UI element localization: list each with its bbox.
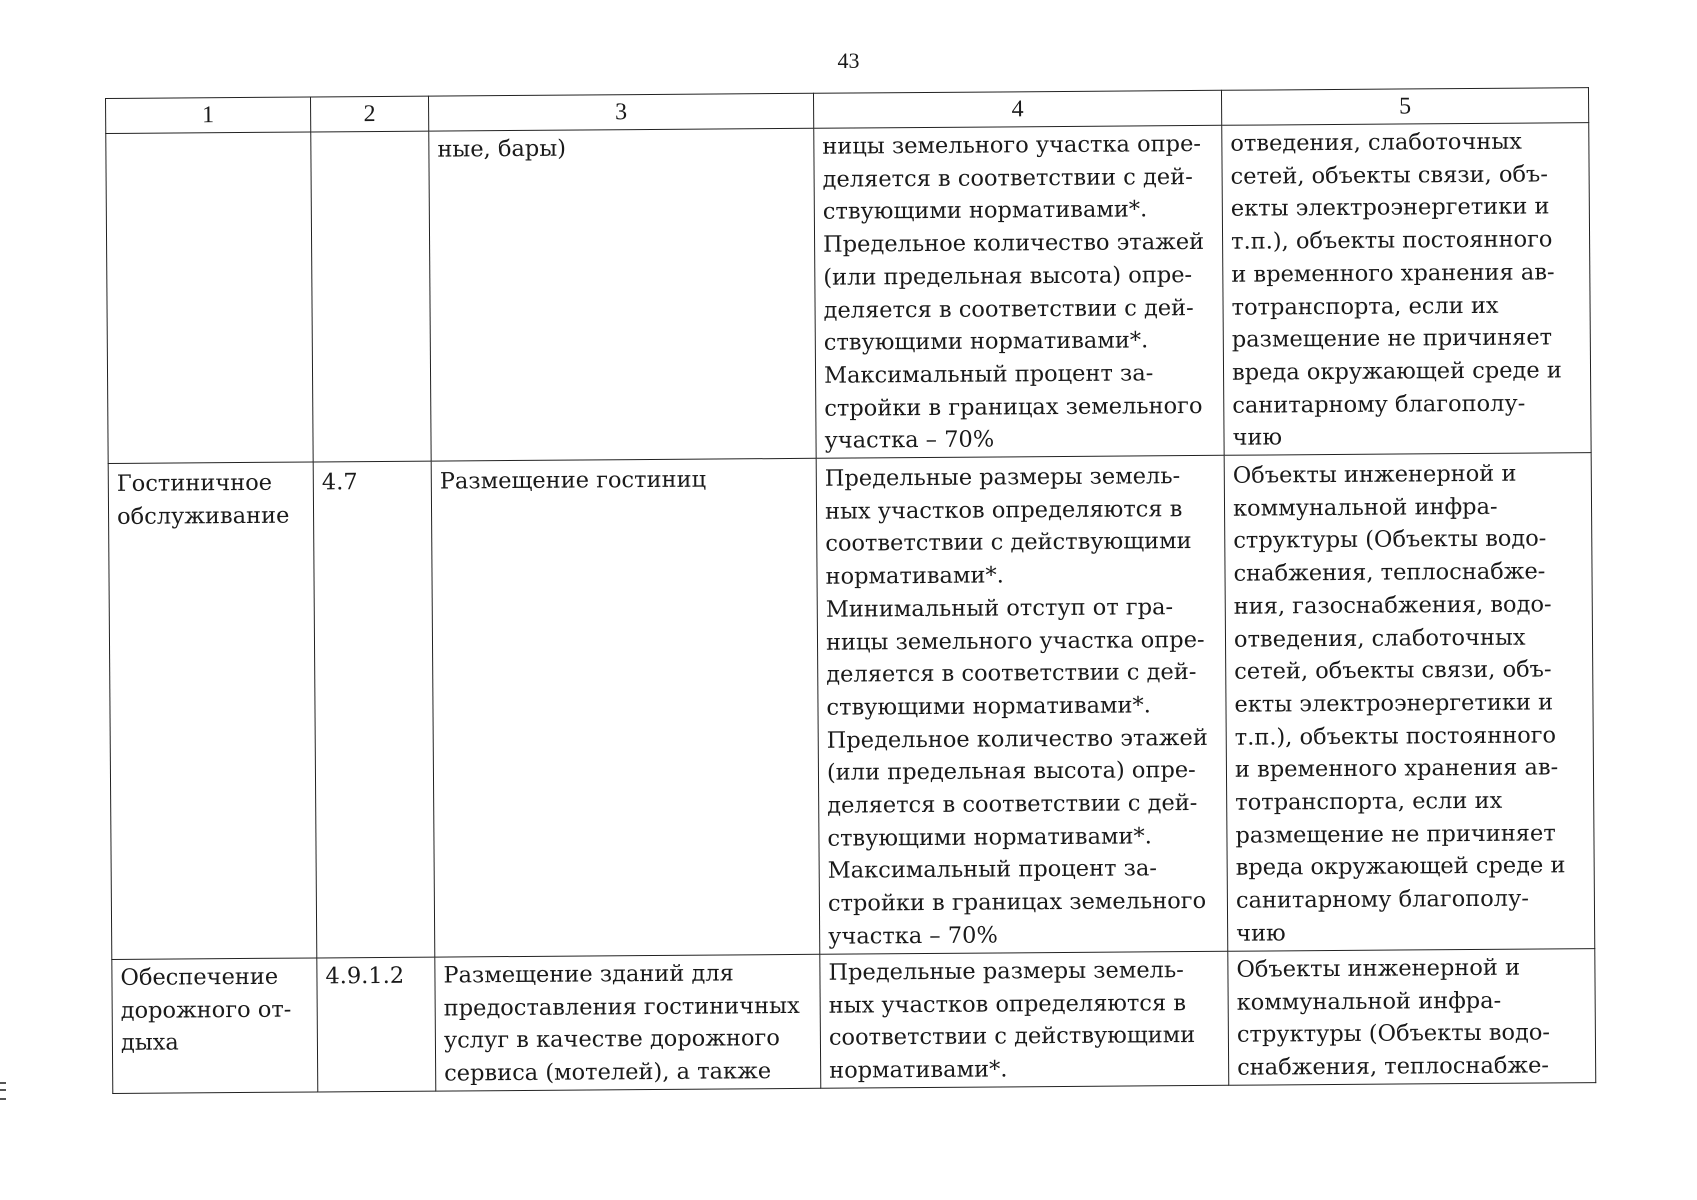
cell-use-description: ные, бары) [429, 128, 816, 461]
cell-use-description: Размещение зданий для предоставления гостиничных услуг в качестве дорожного сервиса (мотелей), а также [435, 954, 821, 1091]
column-header-4: 4 [813, 90, 1221, 128]
cell-auxiliary-uses: Объекты инженерной и коммунальной инфра- структуры (Объекты водо- снабжения, теплоснабже- ния, газоснабжения, водо- отведения, слаботочных сетей, объекты связи, объ- екты электроэнергетики и т.п.), объекты постоянного и временного хранения ав- тотранспорта, если их размещение не причиняет вреда окружающей среде и санитарному благополу- чию [1224, 453, 1595, 952]
page-number: 43 [837, 48, 860, 73]
cell-auxiliary-uses: Объекты инженерной и коммунальной инфра- структуры (Объекты водо- снабжения, теплоснабже- [1228, 949, 1596, 1085]
cell-use-name [106, 132, 313, 464]
column-header-5: 5 [1221, 88, 1588, 126]
cell-use-description: Размещение гостиниц [431, 458, 820, 957]
column-header-3: 3 [428, 93, 813, 131]
cell-parameters: ницы земельного участка опре- деляется в соответствии с дей- ствующими нормативами*. Предельное количество этажей (или предельная высота) опре- деляется в соответствии с дей- ствующими нормативами*. Максимальный процент за- стройки в границах земельного участка – 70% [814, 125, 1224, 458]
cell-parameters: Предельные размеры земель- ных участков определяются в соответствии с действующими нормативами*. [820, 951, 1229, 1088]
table-row-hotel-services [108, 453, 1595, 960]
cell-use-code: 4.9.1.2 [317, 957, 436, 1092]
cell-parameters: Предельные размеры земель- ных участков определяются в соответствии с действующими нормативами*. Минимальный отступ от гра- ницы земельного участка опре- деляется в соответствии с дей- ствующими нормативами*. Предельное количество этажей (или предельная высота) опре- деляется в соответствии с дей- ствующими нормативами*. Максимальный процент за- стройки в границах земельного участка – 70% [816, 455, 1228, 954]
cell-auxiliary-uses: отведения, слаботочных сетей, объекты связи, объ- екты электроэнергетики и т.п.), объекты постоянного и временного хранения ав- тотранспорта, если их размещение не причиняет вреда окружающей среде и санитарному благополу- чию [1222, 123, 1591, 456]
zoning-table-wrapper [105, 87, 1595, 1094]
cell-use-name: Гостиничное обслуживание [108, 462, 317, 959]
table-row-continuation [106, 123, 1591, 464]
scan-edge-mark [0, 1082, 6, 1100]
table-row-road-rest [112, 949, 1596, 1094]
cell-use-code [311, 131, 431, 462]
column-header-1: 1 [106, 97, 311, 134]
column-header-2: 2 [310, 96, 428, 132]
zoning-table [105, 87, 1596, 1094]
cell-use-code: 4.7 [313, 461, 435, 958]
cell-use-name: Обеспечение дорожного от- дыха [112, 958, 318, 1093]
